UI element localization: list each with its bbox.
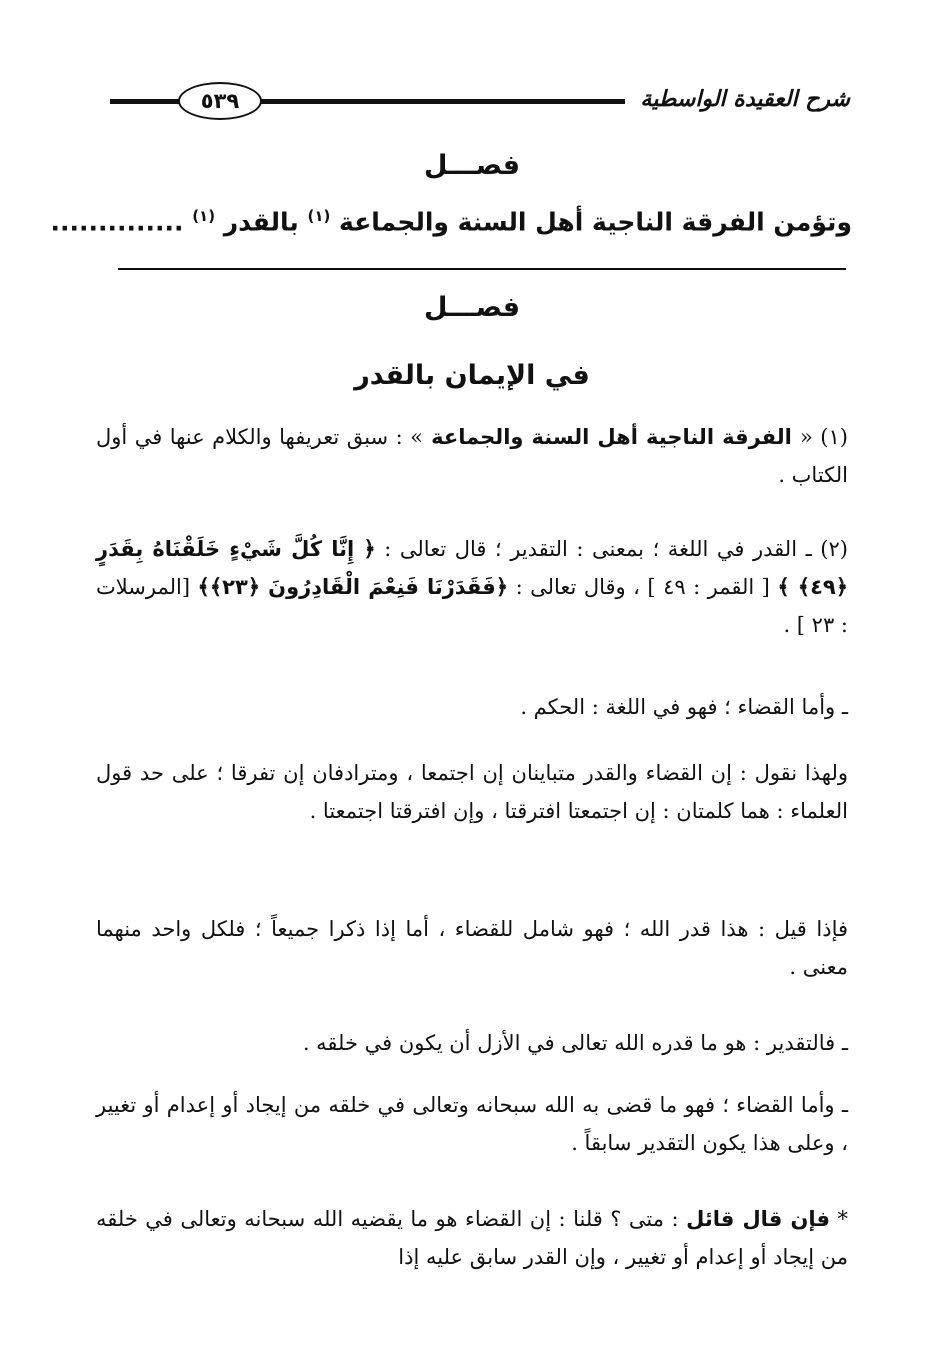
running-header — [110, 82, 850, 122]
paragraph-7: ـ وأما القضاء ؛ فهو ما قضى به الله سبحانه وتعالى في خلقه من إيجاد أو إعدام أو تغيير ، وعلى هذا يكون التقدير سابقاً . — [96, 1093, 848, 1155]
page-number: ٥٣٩ — [178, 82, 262, 120]
matn-text-part1: وتؤمن الفرقة الناجية أهل السنة والجماعة — [330, 207, 852, 237]
matn-section-label: فصـــل — [423, 150, 521, 181]
matn-text-part3: .............. — [50, 207, 193, 237]
header-rule-left — [110, 99, 180, 104]
paragraph-text: (٢) ـ القدر في اللغة ؛ بمعنى : التقدير ؛ قال تعالى : — [375, 537, 848, 561]
footnote-marker-1: (١) — [307, 207, 331, 225]
paragraph-text: » : سبق تعريفها والكلام عنها في أول الكتاب . — [96, 425, 848, 487]
book-title: شرح العقيدة الواسطية — [640, 87, 850, 112]
header-rule — [260, 99, 625, 104]
paragraph-3: ـ وأما القضاء ؛ فهو في اللغة : الحكم . — [520, 695, 848, 719]
paragraph-5: فإذا قيل : هذا قدر الله ؛ فهو شامل للقضاء ، أما إذا ذكرا جميعاً ؛ فلكل واحد منهما معنى . — [96, 917, 849, 979]
chapter-heading: في الإيمان بالقدر — [354, 360, 590, 391]
quran-verse-2: ﴿فَقَدَرْنَا فَنِعْمَ الْقَادِرُونَ ﴿٢٣﴾﴾ — [197, 575, 509, 599]
section-divider — [118, 268, 846, 270]
paragraph-4: ولهذا نقول : إن القضاء والقدر متباينان إن اجتمعا ، ومترادفان إن تفرقا ؛ على حد قول العلماء : هما كلمتان : إن اجتمعتا افترقتا ، وإن افترقتا اجتمعتا . — [96, 761, 848, 823]
commentary-section-label: فصـــل — [423, 292, 521, 323]
matn-text-part2: بالقدر — [215, 207, 308, 237]
paragraph-text: [المرسلات : ٢٣ ] . — [96, 575, 848, 637]
bold-term: الفرقة الناجية أهل السنة والجماعة — [423, 425, 800, 449]
matn-text — [50, 196, 852, 242]
paragraph-text: : متى ؟ قلنا : إن القضاء هو ما يقضيه الله سبحانه وتعالى في خلقه من إيجاد أو إعدام أو تغيير ، وإن القدر سابق عليه إذا — [96, 1207, 848, 1269]
note-marker: (١) « — [799, 425, 848, 449]
footnote-marker-2: (١) — [192, 207, 216, 225]
paragraph-8 — [96, 1200, 848, 1276]
paragraph-text: [ القمر : ٤٩ ] ، وقال تعالى : — [508, 575, 778, 599]
paragraph-6: ـ فالتقدير : هو ما قدره الله تعالى في الأزل أن يكون في خلقه . — [302, 1031, 848, 1055]
star-marker: * — [830, 1207, 849, 1231]
quran-verse-1: ﴿ إِنَّا كُلَّ شَيْءٍ خَلَقْنَاهُ بِقَدَرٍ ﴿٤٩﴾ ﴾ — [96, 537, 849, 599]
bold-term: فإن قال قائل — [686, 1207, 831, 1231]
paragraph-1 — [96, 418, 848, 494]
paragraph-2 — [96, 530, 848, 644]
